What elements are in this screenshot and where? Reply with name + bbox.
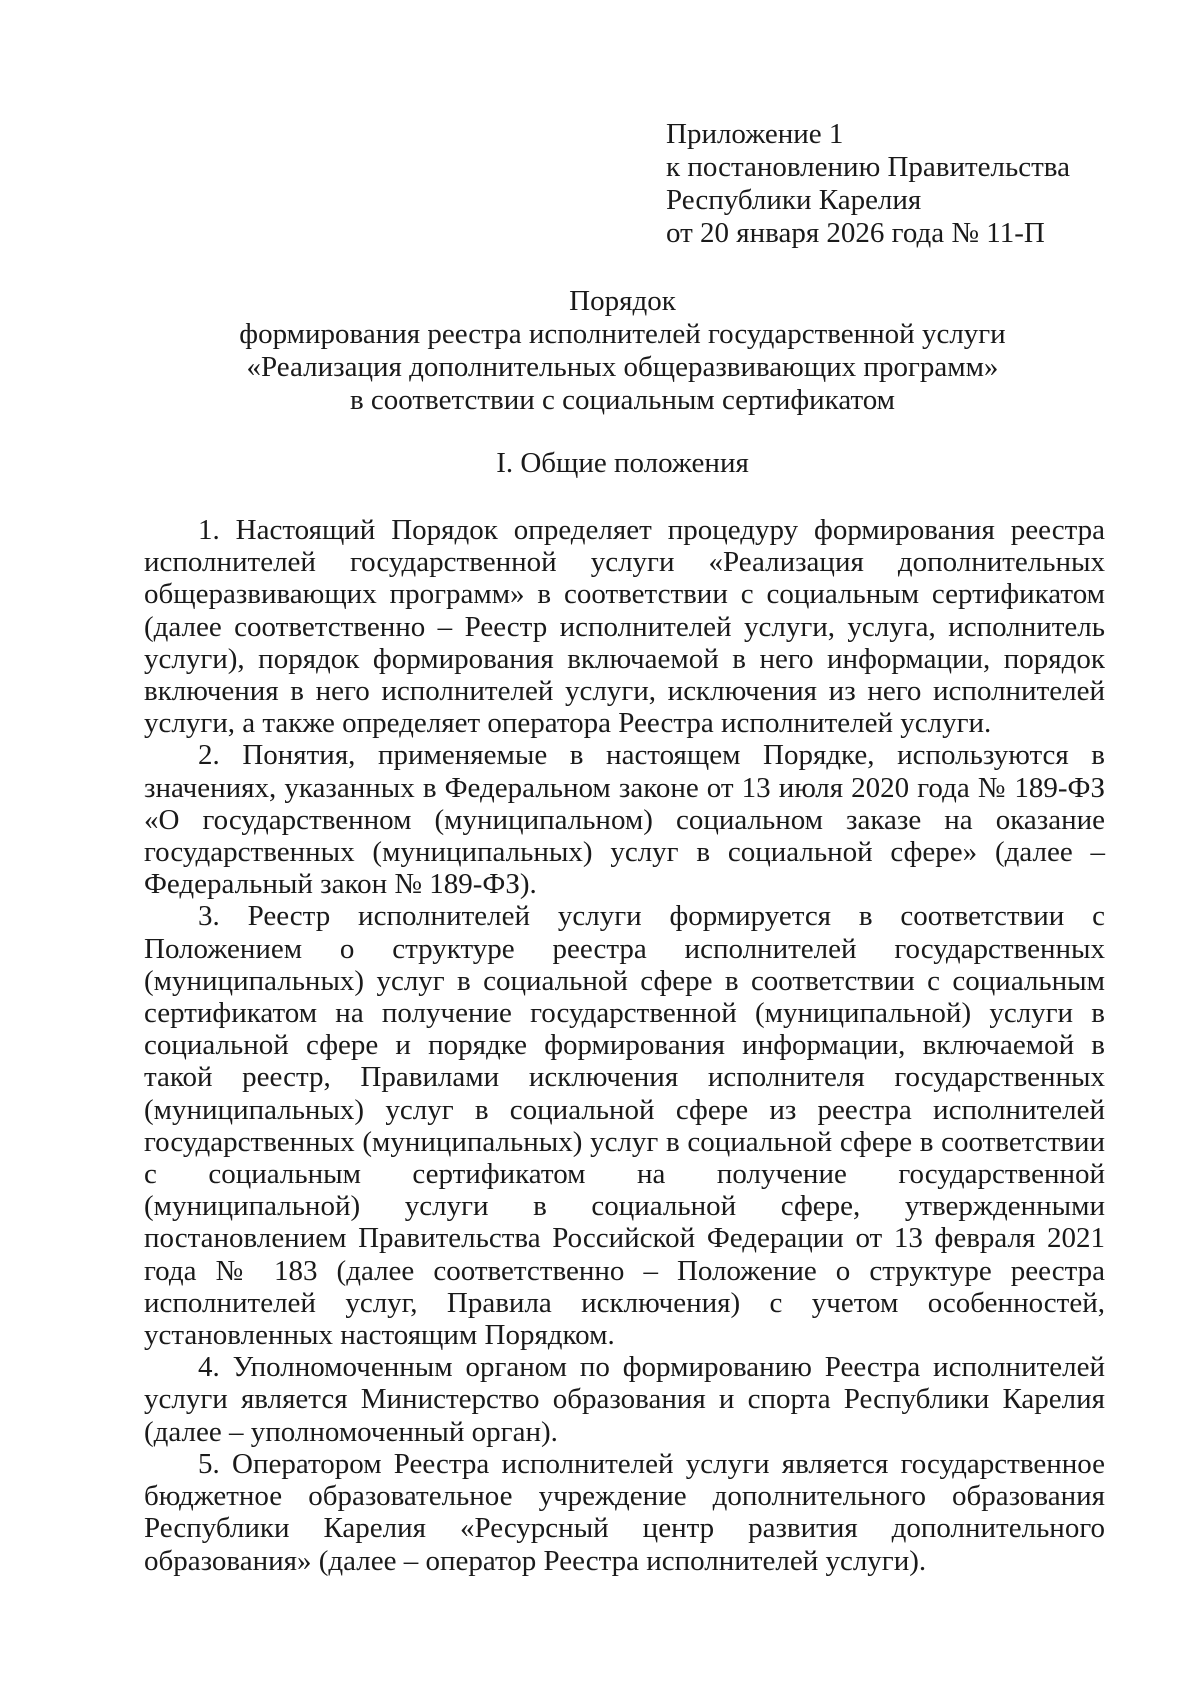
paragraph-5: 5. Оператором Реестра исполнителей услуги является государственное бюджетное образовательное учреждение дополнительного образования Республики Карелия «Ресурсный центр развития дополнительного образования» (далее – оператор Реестра исполнителей услуги). [144, 1447, 1105, 1577]
paragraph-3: 3. Реестр исполнителей услуги формируется в соответствии с Положением о структуре реестра исполнителей государственных (муниципальных) услуг в социальной сфере в соответствии с социальным сертификатом на получение государственной (муниципальной) услуги в социальной сфере и порядке формирования информации, включаемой в такой реестр, Правилами исключения исполнителя государственных (муниципальных) услуг в социальной сфере из реестра исполнителей государственных (муниципальных) услуг в социальной сфере в соответствии с социальным сертификатом на получение государственной (муниципальной) услуги в социальной сфере, утвержденными постановлением Правительства Российской Федерации от 13 февраля 2021 года № 183 (далее соответственно – Положение о структуре реестра исполнителей услуг, Правила исключения) с учетом особенностей, установленных настоящим Порядком. [144, 900, 1105, 1352]
document-title [140, 285, 1105, 417]
title-line-4: в соответствии с социальным сертификатом [349, 384, 896, 416]
appendix-title: Приложение 1 [666, 118, 844, 150]
title-line-3: «Реализация дополнительных общеразвивающих программ» [246, 351, 999, 383]
appendix-date-line: от 20 января 2026 года № 11-П [666, 217, 1045, 249]
appendix-block [666, 118, 1070, 250]
title-line-2: формирования реестра исполнителей государственной услуги [239, 318, 1006, 350]
document-body [144, 514, 1105, 1577]
appendix-region-line: Республики Карелия [666, 184, 922, 216]
paragraph-4: 4. Уполномоченным органом по формированию Реестра исполнителей услуги является Министерство образования и спорта Республики Карелия (далее – уполномоченный орган). [144, 1351, 1105, 1448]
title-line-1: Порядок [569, 285, 676, 317]
section-heading: I. Общие положения [496, 447, 749, 479]
appendix-resolution-line: к постановлению Правительства [666, 151, 1070, 183]
paragraph-2: 2. Понятия, применяемые в настоящем Порядке, используются в значениях, указанных в Федеральном законе от 13 июля 2020 года № 189-ФЗ «О государственном (муниципальном) социальном заказе на оказание государственных (муниципальных) услуг в социальной сфере» (далее – Федеральный закон № 189-ФЗ). [144, 739, 1105, 901]
paragraph-1: 1. Настоящий Порядок определяет процедуру формирования реестра исполнителей государственной услуги «Реализация дополнительных общеразвивающих программ» в соответствии с социальным сертификатом (далее соответственно – Реестр исполнителей услуги, услуга, исполнитель услуги), порядок формирования включаемой в него информации, порядок включения в него исполнителей услуги, исключения из него исполнителей услуги, а также определяет оператора Реестра исполнителей услуги. [144, 514, 1105, 740]
